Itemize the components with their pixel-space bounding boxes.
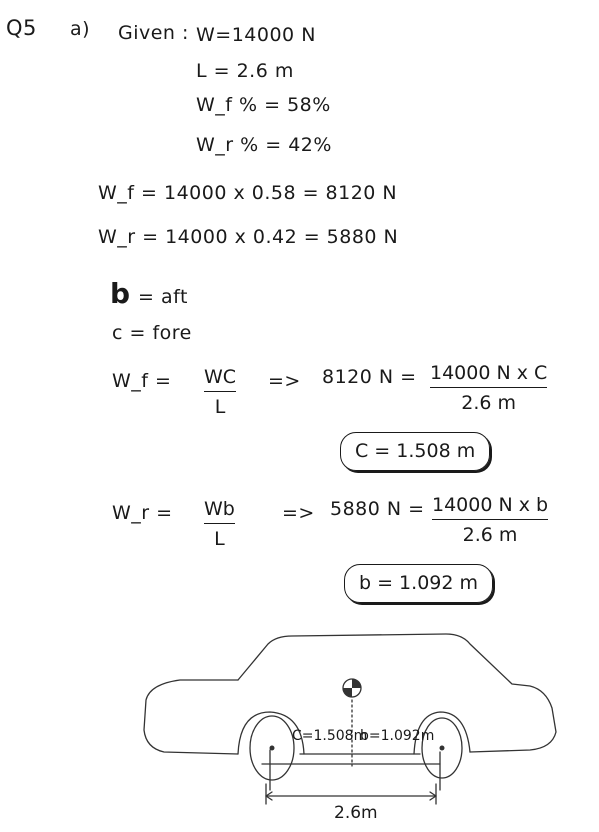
given-weight: W=14000 N <box>196 24 316 46</box>
rear-eq-sub-numerator: 14000 N x b <box>432 494 549 516</box>
b-symbol: b <box>110 277 131 310</box>
rear-eq-denominator: L <box>214 528 225 550</box>
front-eq-arrow: => <box>268 370 301 392</box>
wheelbase-label: 2.6m <box>334 803 378 823</box>
front-eq-lhs: W_f = <box>112 370 172 392</box>
c-dimension-label: C=1.508m <box>292 728 368 744</box>
b-dimension-label: b=1.092m <box>360 728 435 744</box>
rear-wheel-hub <box>440 746 445 751</box>
front-eq-sub-lhs: 8120 N = <box>322 366 417 388</box>
center-of-gravity-symbol <box>343 679 361 697</box>
front-eq-numerator: WC <box>204 366 237 388</box>
rear-eq-numerator: Wb <box>204 498 235 520</box>
front-eq-sub-denominator: 2.6 m <box>461 392 517 414</box>
given-length: L = 2.6 m <box>196 60 294 82</box>
front-eq-denominator: L <box>214 396 226 418</box>
question-number: Q5 <box>6 16 37 40</box>
rear-weight-calc: W_r = 14000 x 0.42 = 5880 N <box>98 226 399 248</box>
rear-result-box: b = 1.092 m <box>344 564 493 603</box>
given-rear-percent: W_r % = 42% <box>196 134 332 156</box>
front-wheel-hub <box>270 746 275 751</box>
front-result-box: C = 1.508 m <box>340 432 490 471</box>
b-definition: = aft <box>138 286 188 308</box>
car-body-lower-left <box>144 680 238 754</box>
rear-eq-sub-lhs: 5880 N = <box>330 498 425 520</box>
c-definition: c = fore <box>112 322 192 344</box>
rear-eq-sub-denominator: 2.6 m <box>462 524 518 546</box>
front-weight-calc: W_f = 14000 x 0.58 = 8120 N <box>98 182 398 204</box>
rear-eq-lhs: W_r = <box>112 502 173 524</box>
rear-eq-arrow: => <box>282 502 315 524</box>
given-label: Given : <box>118 22 189 44</box>
question-part: a) <box>70 18 91 40</box>
given-front-percent: W_f % = 58% <box>196 94 331 116</box>
front-eq-sub-numerator: 14000 N x C <box>430 362 548 384</box>
